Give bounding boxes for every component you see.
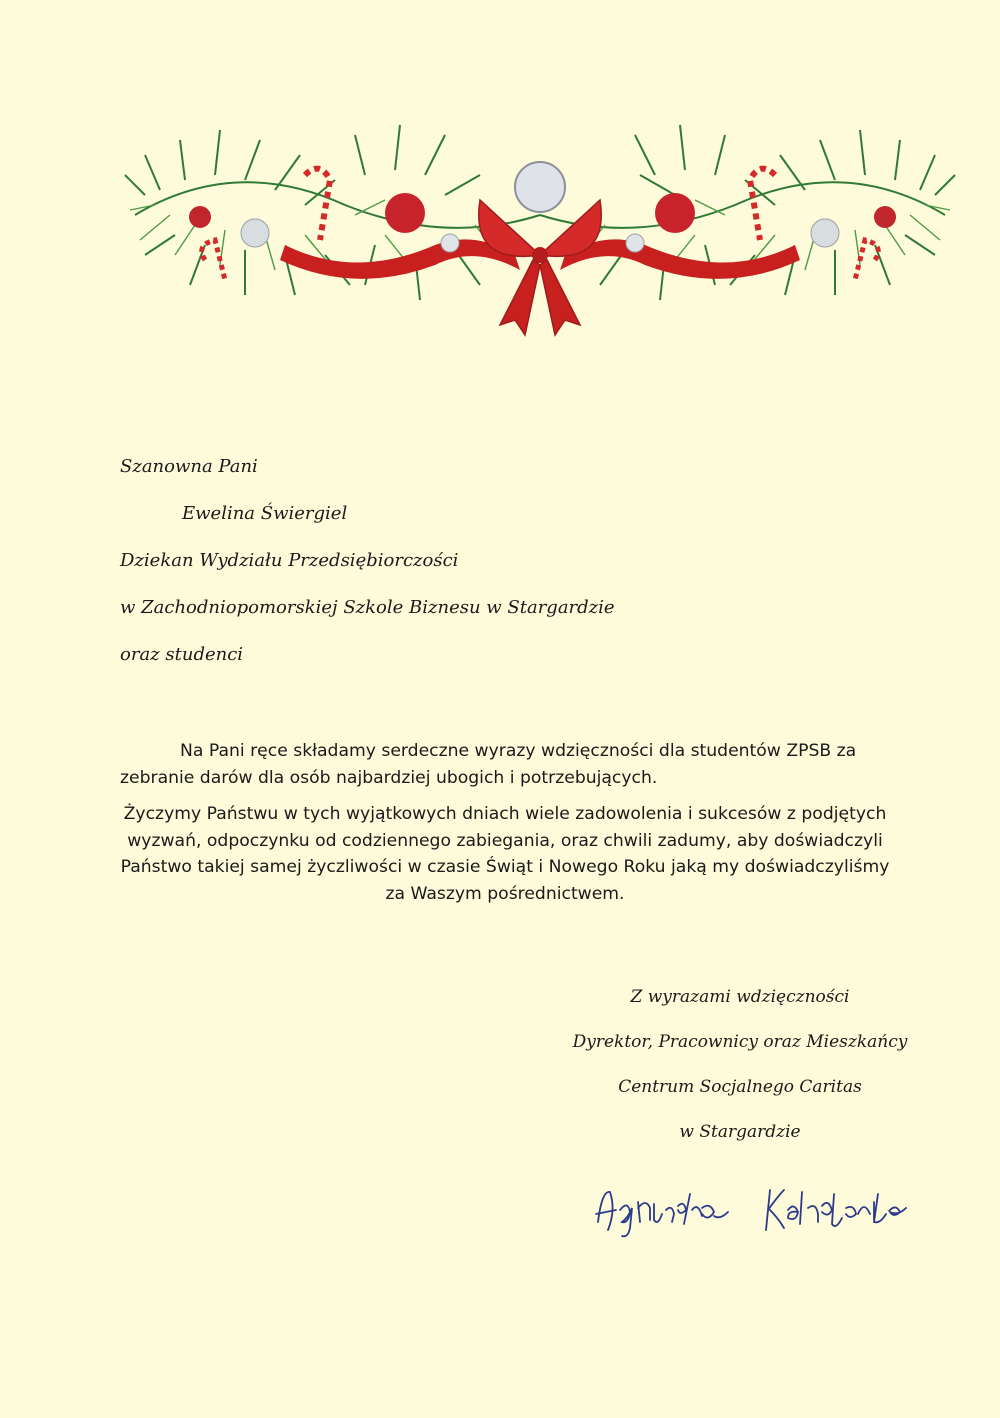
recipient-title: Dziekan Wydziału Przedsiębiorczości	[120, 550, 459, 571]
closing-organization: Centrum Socjalnego Caritas	[618, 1077, 862, 1097]
recipient-address	[120, 455, 880, 690]
closing-signatories: Dyrektor, Pracownicy oraz Mieszkańcy	[572, 1032, 908, 1052]
closing-city: w Stargardzie	[679, 1122, 801, 1142]
letter-closing	[540, 985, 940, 1165]
salutation: Szanowna Pani	[120, 456, 258, 477]
christmas-garland-icon	[115, 95, 965, 345]
letter-body	[120, 738, 890, 907]
closing-regards: Z wyrazami wdzięczności	[630, 987, 850, 1007]
recipient-students: oraz studenci	[120, 644, 244, 665]
body-paragraph-wishes: Życzymy Państwu w tych wyjątkowych dniach wiele zadowolenia i sukcesów z podjętych wyzwań, odpoczynku od codziennego zabiegania, oraz chwili zadumy, aby doświadczyli Państwo takiej samej życzliwości w czasie Świąt i Nowego Roku jaką my doświadczyliśmy za Waszym pośrednictwem.	[120, 804, 890, 904]
recipient-institution: w Zachodniopomorskiej Szkole Biznesu w Stargardzie	[120, 597, 615, 618]
handwritten-signature	[590, 1180, 950, 1240]
body-paragraph-thanks: Na Pani ręce składamy serdeczne wyrazy wdzięczności dla studentów ZPSB za zebranie darów dla osób najbardziej ubogich i potrzebujących.	[120, 741, 857, 788]
recipient-name: Ewelina Świergiel	[182, 503, 348, 524]
